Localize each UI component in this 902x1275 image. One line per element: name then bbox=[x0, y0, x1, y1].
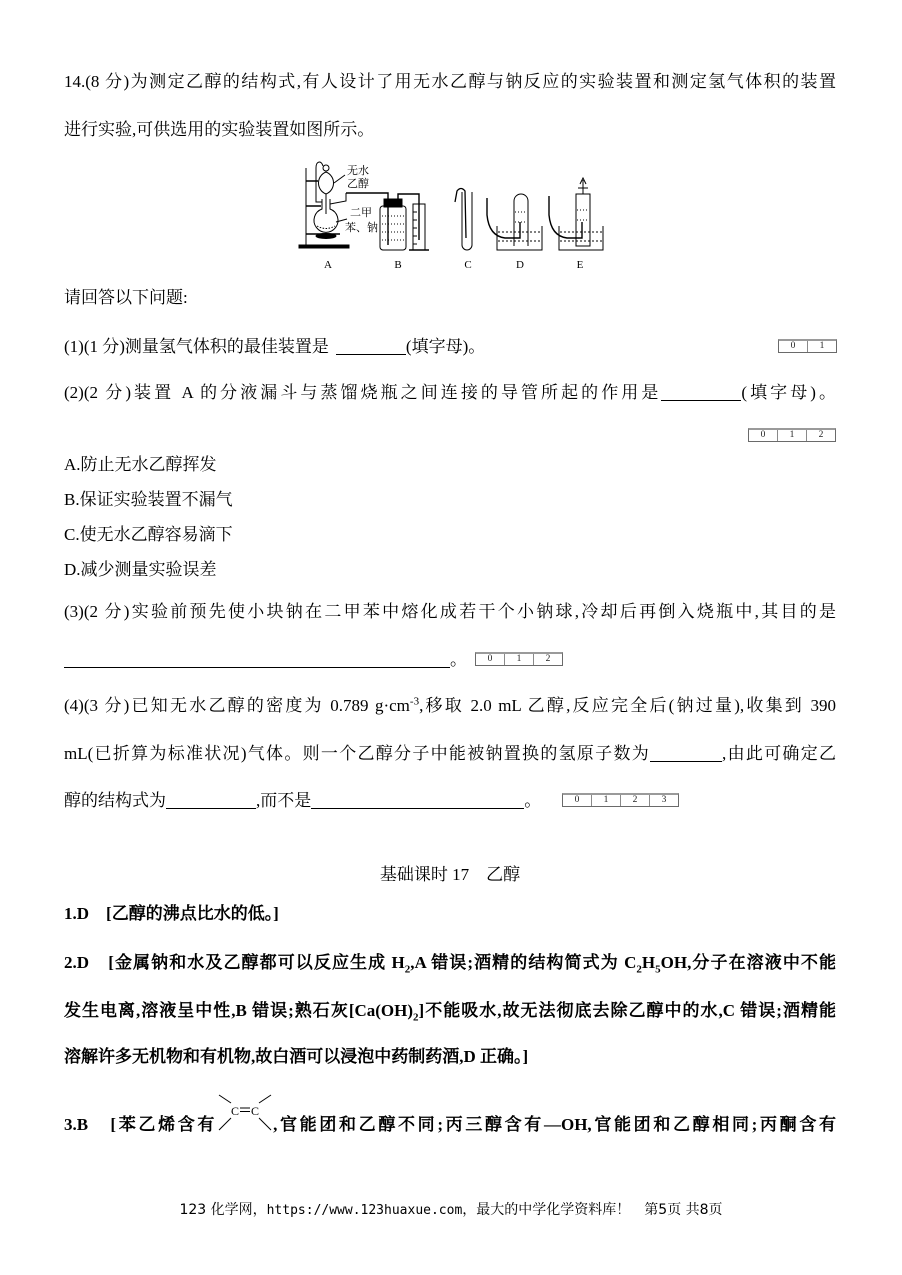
score-cell: 0 bbox=[749, 430, 778, 441]
part-4-text: 醇的结构式为 bbox=[64, 791, 166, 810]
label-apparatus-a: A bbox=[324, 259, 332, 271]
carbon-atom-right: C bbox=[251, 1104, 260, 1118]
apparatus-figure bbox=[295, 158, 615, 276]
superscript: -3 bbox=[409, 695, 420, 708]
answer-3-text: 3.B [苯乙烯含有 bbox=[64, 1115, 218, 1134]
part-2-text: (2)(2 分)装置 A 的分液漏斗与蒸馏烧瓶之间连接的导管所起的作用是 bbox=[64, 383, 662, 402]
score-cell: 1 bbox=[592, 795, 621, 806]
connecting-tube bbox=[346, 193, 388, 245]
part-4-text: (4)(3 分)已知无水乙醇的密度为 0.789 g·cm bbox=[64, 696, 410, 715]
option-c: C.使无水乙醇容易滴下 bbox=[64, 525, 233, 544]
subscript: 2 bbox=[636, 963, 642, 975]
part-4-line-1 bbox=[64, 694, 836, 718]
carbon-atom-left: C bbox=[231, 1104, 240, 1118]
answer-2-text: ,A 错误;酒精的结构简式为 C bbox=[410, 953, 637, 972]
answer-2-text: 发生电离,溶液呈中性,B 错误;熟石灰[Ca(OH) bbox=[64, 1001, 414, 1020]
question-prompt: 请回答以下问题: bbox=[64, 288, 188, 307]
part-4-end: 。 bbox=[524, 791, 542, 810]
label-xylene: 二甲 bbox=[350, 207, 372, 219]
score-cell: 2 bbox=[818, 430, 824, 440]
part-2 bbox=[64, 381, 836, 405]
part-4-line-3 bbox=[64, 789, 836, 813]
part-4-text: ,由此可确定乙 bbox=[722, 744, 836, 763]
answer-2-line-2 bbox=[64, 999, 836, 1023]
apparatus-a bbox=[299, 162, 349, 248]
score-cell: 1 bbox=[505, 654, 534, 665]
answer-2-text: ]不能吸水,故无法彻底去除乙醇中的水,C 错误;酒精能 bbox=[418, 1001, 836, 1020]
question-stem-line-2: 进行实验,可供选用的实验装置如图所示。 bbox=[64, 120, 375, 139]
footer-tagline: ，最大的中学化学资料库！ bbox=[462, 1202, 631, 1218]
question-stem-line-1: 14.(8 分)为测定乙醇的结构式,有人设计了用无水乙醇与钠反应的实验装置和测定氢气体积的装置 bbox=[64, 72, 836, 91]
page-number: 第5页 共8页 bbox=[644, 1202, 723, 1218]
score-cell: 0 bbox=[476, 654, 505, 665]
part-3-line-1: (3)(2 分)实验前预先使小块钠在二甲苯中熔化成若干个小钠球,冷却后再倒入烧瓶中,其目的是 bbox=[64, 602, 836, 621]
part-1 bbox=[64, 335, 836, 359]
part-4-text: ,移取 2.0 mL 乙醇,反应完全后(钠过量),收集到 390 bbox=[419, 696, 836, 715]
answer-blank bbox=[336, 340, 406, 355]
alkene-structure bbox=[217, 1104, 273, 1132]
answer-blank bbox=[64, 653, 450, 668]
score-cell: 0 bbox=[563, 795, 592, 806]
option-b: B.保证实验装置不漏气 bbox=[64, 490, 233, 509]
answer-blank bbox=[311, 794, 524, 809]
apparatus-c bbox=[455, 189, 472, 251]
footer-site: 123 化学网， bbox=[179, 1202, 267, 1218]
answer-blank bbox=[661, 386, 741, 401]
part-2-hint: (填字母)。 bbox=[741, 383, 836, 402]
answer-3-line-1 bbox=[64, 1104, 836, 1137]
part-1-text: (1)(1 分)测量氢气体积的最佳装置是 bbox=[64, 337, 329, 356]
part-4-text: mL(已折算为标准状况)气体。则一个乙醇分子中能被钠置换的氢原子数为 bbox=[64, 744, 651, 763]
apparatus-d bbox=[487, 194, 542, 250]
option-a: A.防止无水乙醇挥发 bbox=[64, 455, 217, 474]
answer-1: 1.D [乙醇的沸点比水的低。] bbox=[64, 904, 279, 923]
score-box-part-1 bbox=[778, 339, 837, 353]
answer-2-text: 2.D [金属钠和水及乙醇都可以反应生成 H bbox=[64, 953, 405, 972]
score-box-part-4 bbox=[562, 793, 679, 807]
answer-2-text: OH,分子在溶液中不能 bbox=[660, 953, 836, 972]
option-d: D.减少测量实验误差 bbox=[64, 560, 217, 579]
answers-title: 基础课时 17 乙醇 bbox=[379, 865, 521, 884]
answer-2-text: H bbox=[641, 953, 656, 972]
score-cell: 1 bbox=[778, 430, 807, 441]
part-3-line-2 bbox=[64, 648, 836, 672]
subscript: 2 bbox=[413, 1011, 419, 1023]
answer-blank bbox=[650, 747, 722, 762]
label-apparatus-e: E bbox=[576, 259, 584, 271]
score-cell: 2 bbox=[545, 654, 551, 664]
score-box-part-2 bbox=[748, 428, 836, 442]
part-4-text: ,而不是 bbox=[256, 791, 312, 810]
footer-url: https://www.123huaxue.com bbox=[266, 1203, 463, 1218]
answer-2-line-3: 溶解许多无机物和有机物,故白酒可以浸泡中药制药酒,D 正确。] bbox=[64, 1047, 529, 1066]
label-anhydrous: 无水 bbox=[347, 165, 369, 177]
apparatus-e bbox=[549, 178, 603, 250]
label-apparatus-d: D bbox=[516, 259, 524, 271]
subscript: 5 bbox=[655, 963, 661, 975]
score-cell: 1 bbox=[819, 341, 825, 351]
answer-3-text: ,官能团和乙醇不同;丙三醇含有—OH,官能团和乙醇相同;丙酮含有 bbox=[273, 1115, 836, 1134]
label-apparatus-c: C bbox=[464, 259, 472, 271]
answer-2-line-1 bbox=[64, 951, 836, 975]
label-sodium: 苯、钠 bbox=[345, 222, 378, 234]
score-box-part-3 bbox=[475, 652, 563, 666]
answer-blank bbox=[166, 794, 256, 809]
score-cell: 3 bbox=[661, 795, 667, 805]
label-ethanol: 乙醇 bbox=[347, 178, 369, 190]
label-apparatus-b: B bbox=[394, 259, 402, 271]
part-4-line-2 bbox=[64, 742, 836, 766]
page-footer bbox=[0, 1199, 902, 1221]
subscript: 2 bbox=[404, 963, 411, 975]
score-cell: 0 bbox=[779, 341, 808, 352]
part-3-end: 。 bbox=[450, 650, 467, 669]
part-1-hint: (填字母)。 bbox=[405, 337, 486, 356]
score-cell: 2 bbox=[621, 795, 650, 806]
